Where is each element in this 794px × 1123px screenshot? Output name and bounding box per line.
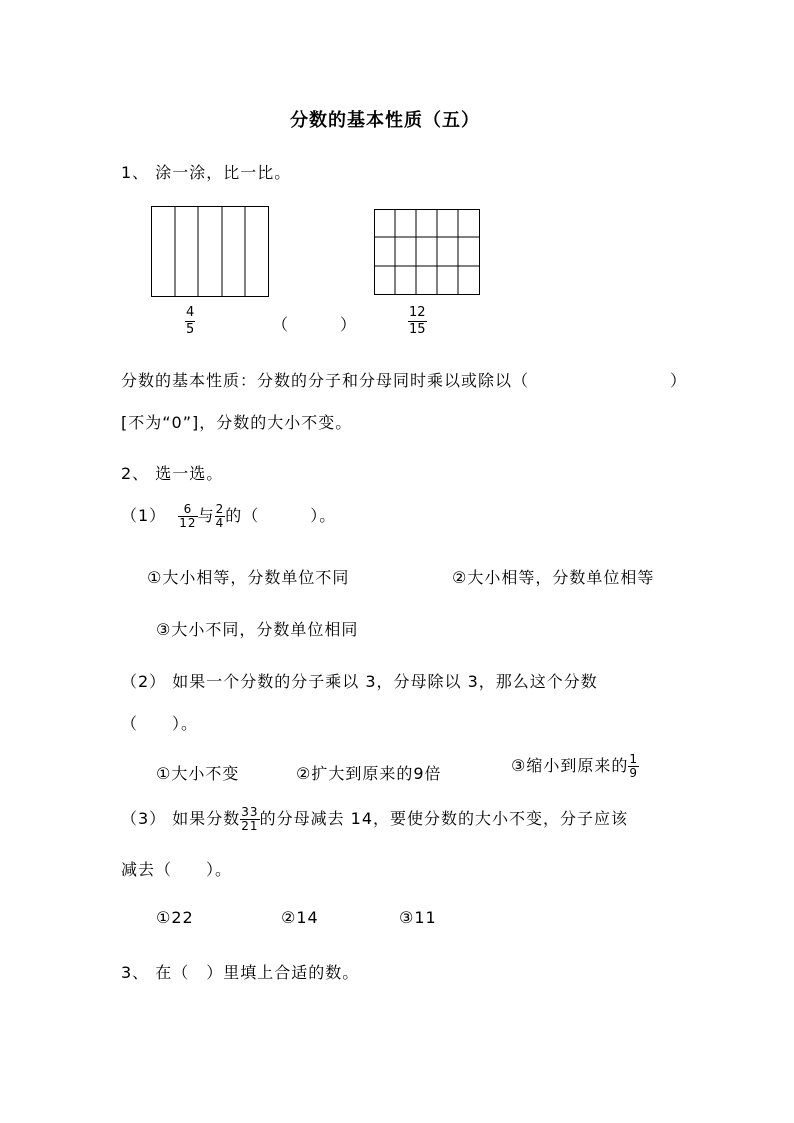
question-text: 的分母减去 14，要使分数的大小不变，分子应该 bbox=[259, 809, 629, 828]
part-label: （3） 如果分数 bbox=[121, 809, 241, 828]
fraction-numerator: 33 bbox=[241, 805, 259, 819]
fraction-numerator: 1 bbox=[629, 752, 638, 766]
question-tail: 的（ ）。 bbox=[225, 506, 337, 525]
rule-line1 bbox=[121, 368, 529, 391]
q2-part2-line1: （2） 如果一个分数的分子乘以 3，分母除以 3，那么这个分数 bbox=[121, 672, 598, 691]
fraction-numerator: 6 bbox=[178, 503, 197, 517]
q2-part1-option3[interactable]: ③大小不同，分数单位相同 bbox=[156, 620, 359, 639]
q2-part2-option2[interactable]: ②扩大到原来的9倍 bbox=[296, 764, 442, 783]
fraction-denominator: 15 bbox=[409, 322, 426, 337]
q2-part1-question bbox=[121, 503, 336, 530]
rule-text: 分数的基本性质：分数的分子和分母同时乘以或除以（ bbox=[121, 371, 530, 390]
fraction-denominator: 21 bbox=[241, 819, 259, 833]
fraction-4-5 bbox=[185, 305, 195, 338]
fraction-denominator: 5 bbox=[186, 322, 195, 337]
q2-part3-option3[interactable]: ③11 bbox=[399, 908, 437, 927]
connector-text: 与 bbox=[197, 506, 215, 525]
five-part-rectangle bbox=[151, 206, 269, 297]
fraction-denominator: 12 bbox=[179, 516, 197, 530]
q2-heading: 2、 选一选。 bbox=[121, 464, 224, 483]
q1-heading: 1、 涂一涂，比一比。 bbox=[121, 163, 292, 182]
q2-part2-line2: （ ）。 bbox=[121, 714, 199, 733]
fraction-numerator: 2 bbox=[215, 502, 225, 516]
fraction-denominator: 9 bbox=[629, 766, 638, 780]
fraction-numerator: 12 bbox=[409, 305, 426, 320]
q2-part2-option3[interactable] bbox=[511, 753, 639, 780]
q2-part2-option1[interactable]: ①大小不变 bbox=[156, 764, 240, 783]
page-title: 分数的基本性质（五） bbox=[290, 110, 480, 131]
q3-heading: 3、 在（ ）里填上合适的数。 bbox=[121, 963, 360, 982]
fraction-12-15 bbox=[408, 305, 427, 338]
rule-line2: [不为“0”]，分数的大小不变。 bbox=[121, 413, 353, 432]
q2-part3-option2[interactable]: ②14 bbox=[281, 908, 319, 927]
option-text: ③缩小到原来的 bbox=[511, 756, 629, 775]
q2-part1-option1[interactable]: ①大小相等，分数单位不同 bbox=[147, 568, 350, 587]
fifteen-part-grid bbox=[374, 209, 480, 295]
q2-part3-line2: 减去（ ）。 bbox=[121, 860, 233, 879]
q2-part3-line1 bbox=[121, 806, 628, 833]
q2-part1-option2[interactable]: ②大小相等，分数单位相等 bbox=[452, 568, 655, 587]
q2-part3-option1[interactable]: ①22 bbox=[156, 908, 194, 927]
fraction-denominator: 4 bbox=[215, 516, 225, 530]
q1-answer-blank[interactable]: （ ） bbox=[272, 315, 358, 334]
part-label: （1） bbox=[121, 506, 167, 525]
rule-blank-close: ） bbox=[670, 371, 688, 390]
fraction-numerator: 4 bbox=[186, 305, 195, 320]
